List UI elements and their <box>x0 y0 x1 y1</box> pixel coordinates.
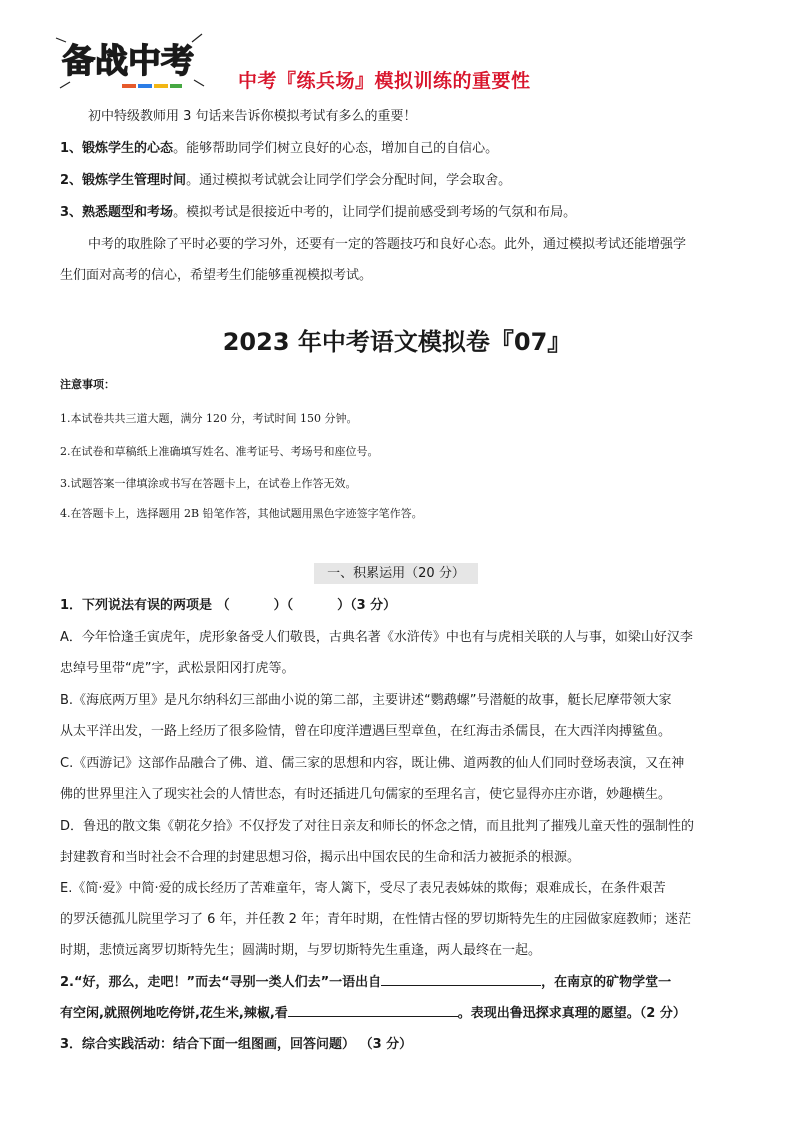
intro-point: 2、锻炼学生管理时间。通过模拟考试就会让同学们学会分配时间，学会取舍。 <box>60 173 512 188</box>
option-d: 封建教育和当时社会不合理的封建思想习俗，揭示出中国农民的生命和活力被扼杀的根源。 <box>60 850 581 865</box>
option-c: C.《西游记》这部作品融合了佛、道、儒三家的思想和内容，既让佛、道两教的仙人们同时登场表演，又在神 <box>60 756 685 771</box>
logo <box>52 28 212 98</box>
notes-heading: 注意事项： <box>60 378 115 391</box>
intro-point: 1、锻炼学生的心态。能够帮助同学们树立良好的心态，增加自己的自信心。 <box>60 141 499 156</box>
question-1-stem: 1．下列说法有误的两项是 （ ）（ ）（3 分） <box>60 598 397 613</box>
option-a: A．今年恰逢壬寅虎年，虎形象备受人们敬畏，古典名著《水浒传》中也有与虎相关联的人与事，如梁山好汉李 <box>60 630 693 645</box>
section-title: 一、积累运用（20 分） <box>314 563 478 584</box>
question-2: 有空闲,就照例地吃侉饼,花生米,辣椒,看 。表现出鲁迅探求真理的愿望。（2 分） <box>60 1006 686 1021</box>
answer-blank[interactable] <box>288 1004 458 1017</box>
answer-blank[interactable] <box>381 973 541 986</box>
note-item: 4.在答题卡上，选择题用 2B 铅笔作答，其他试题用黑色字迹签字笔作答。 <box>60 507 423 520</box>
note-item: 1.本试卷共共三道大题，满分 120 分，考试时间 150 分钟。 <box>60 412 358 425</box>
banner-title: 中考『练兵场』模拟训练的重要性 <box>238 70 531 92</box>
option-b: 从太平洋出发，一路上经历了很多险情，曾在印度洋遭遇巨型章鱼，在红海击杀儒艮，在大西洋肉搏鲨鱼。 <box>60 724 672 739</box>
option-e: 的罗沃德孤儿院里学习了 6 年，并任教 2 年；青年时期，在性情古怪的罗切斯特先生的庄园做家庭教师；迷茫 <box>60 912 692 927</box>
question-3: 3．综合实践活动：结合下面一组图画，回答问题） （3 分） <box>60 1037 413 1052</box>
option-e: E.《简·爱》中简·爱的成长经历了苦难童年，寄人篱下，受尽了表兄表姊妹的欺侮；艰难成长，在条件艰苦 <box>60 881 666 896</box>
intro-closing: 中考的取胜除了平时必要的学习外，还要有一定的答题技巧和良好心态。此外，通过模拟考试还能增强学 <box>88 237 687 252</box>
note-item: 2.在试卷和草稿纸上准确填写姓名、准考证号、考场号和座位号。 <box>60 445 379 458</box>
question-2: 2.“好，那么，走吧！”而去“寻别一类人们去”一语出自 ，在南京的矿物学堂一 <box>60 975 672 990</box>
option-e: 时期，悲愤远离罗切斯特先生；圆满时期，与罗切斯特先生重逢，两人最终在一起。 <box>60 943 542 958</box>
intro-lead: 初中特级教师用 3 句话来告诉你模拟考试有多么的重要！ <box>88 109 417 124</box>
logo-text: 备战中考 <box>62 41 194 80</box>
option-d: D．鲁迅的散文集《朝花夕拾》不仅抒发了对往日亲友和师长的怀念之情，而且批判了摧残儿童天性的强制性的 <box>60 819 695 834</box>
option-c: 佛的世界里注入了现实社会的人情世态，有时还插进几句儒家的至理名言，使它显得亦庄亦谐，妙趣横生。 <box>60 787 672 802</box>
intro-point: 3、熟悉题型和考场。模拟考试是很接近中考的，让同学们提前感受到考场的气氛和布局。 <box>60 205 577 220</box>
note-item: 3.试题答案一律填涂或书写在答题卡上，在试卷上作答无效。 <box>60 477 357 490</box>
intro-closing: 生们面对高考的信心，希望考生们能够重视模拟考试。 <box>60 268 373 283</box>
option-b: B.《海底两万里》是凡尔纳科幻三部曲小说的第二部，主要讲述“鹦鹉螺”号潜艇的故事，艇长尼摩带领大家 <box>60 693 672 708</box>
exam-title: 2023 年中考语文模拟卷『07』 <box>222 328 572 356</box>
option-a: 忠绰号里带“虎”字，武松景阳冈打虎等。 <box>60 661 295 676</box>
